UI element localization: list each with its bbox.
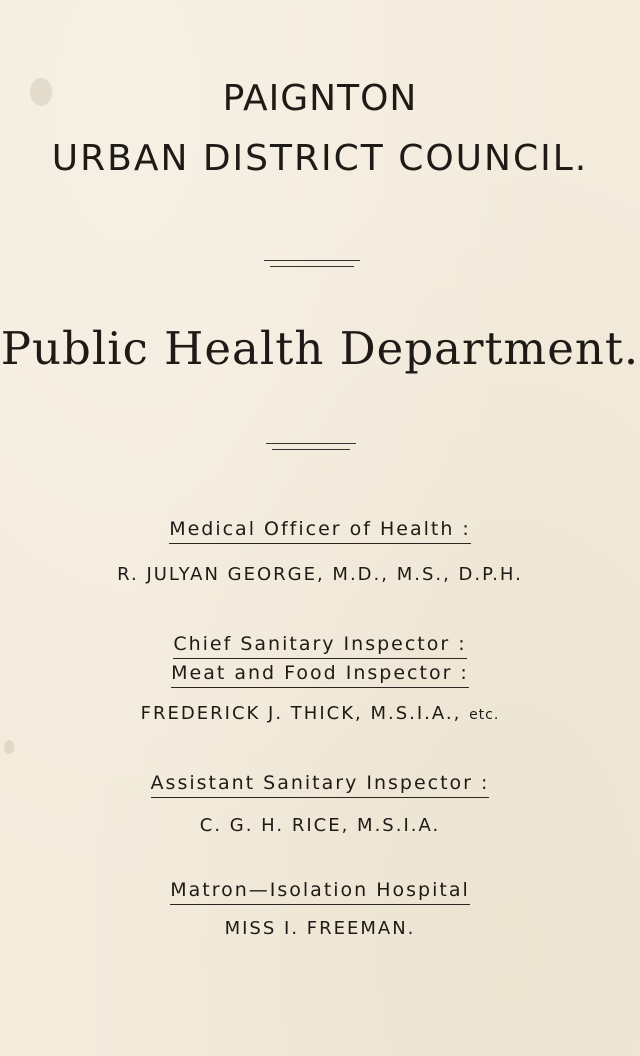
matron-title bbox=[0, 879, 640, 905]
assistant-inspector-name: C. G. H. RICE, M.S.I.A. bbox=[199, 815, 441, 836]
assistant-inspector-title-text: Assistant Sanitary Inspector : bbox=[151, 772, 490, 798]
town-title: PAIGNTON bbox=[222, 78, 418, 119]
chief-inspector-name bbox=[0, 703, 640, 724]
chief-inspector-title bbox=[0, 633, 640, 659]
chief-inspector-suffix: etc. bbox=[469, 707, 500, 723]
divider-top-1 bbox=[264, 260, 360, 261]
medical-officer-name: R. JULYAN GEORGE, M.D., M.S., D.P.H. bbox=[117, 564, 523, 585]
divider-top-2 bbox=[270, 266, 354, 267]
council-title: URBAN DISTRICT COUNCIL. bbox=[51, 138, 589, 179]
department-title: Public Health Department. bbox=[0, 322, 640, 375]
medical-officer-title-text: Medical Officer of Health : bbox=[169, 518, 471, 544]
chief-inspector-name-text: FREDERICK J. THICK, M.S.I.A., bbox=[140, 703, 462, 724]
chief-inspector-title-text: Chief Sanitary Inspector : bbox=[173, 633, 466, 659]
matron-name: MISS I. FREEMAN. bbox=[224, 918, 416, 939]
food-inspector-title bbox=[0, 662, 640, 688]
food-inspector-title-text: Meat and Food Inspector : bbox=[171, 662, 469, 688]
paper-stain bbox=[4, 740, 14, 754]
divider-mid-1 bbox=[266, 443, 356, 444]
assistant-inspector-title bbox=[0, 772, 640, 798]
medical-officer-title bbox=[0, 518, 640, 544]
matron-title-text: Matron—Isolation Hospital bbox=[170, 879, 470, 905]
divider-mid-2 bbox=[272, 449, 350, 450]
